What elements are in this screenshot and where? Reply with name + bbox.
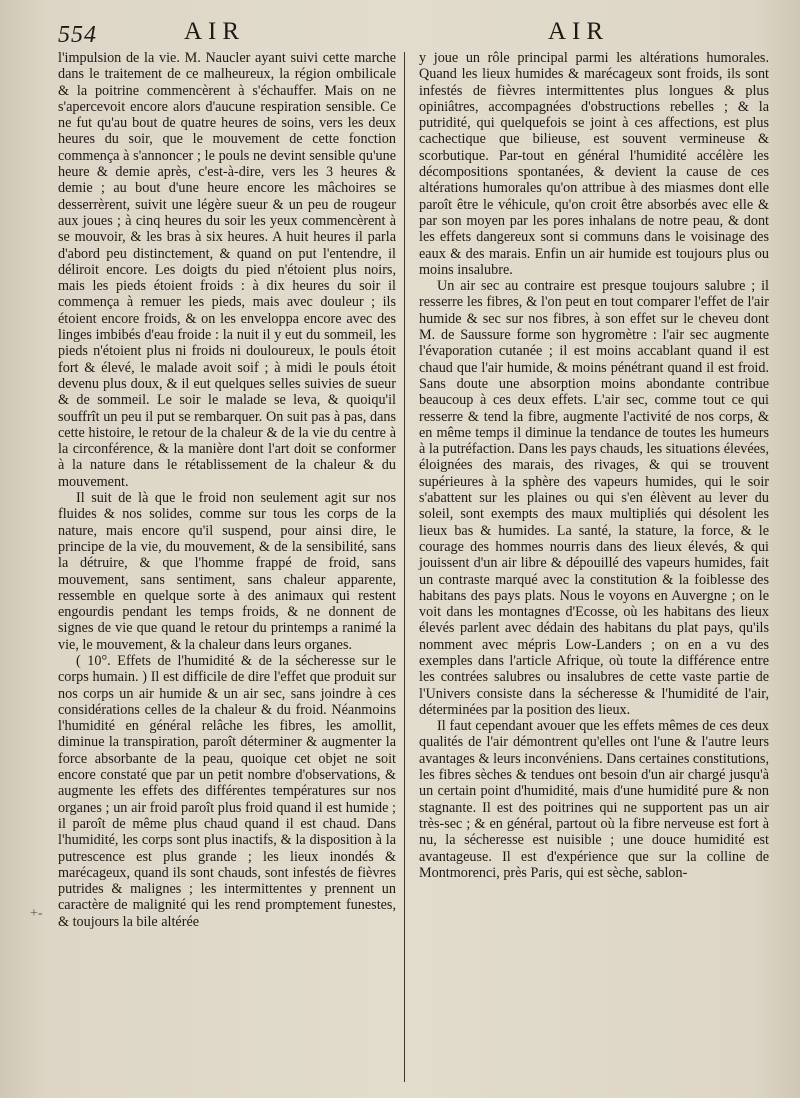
page-header (0, 16, 800, 52)
running-head-left: AIR (184, 18, 246, 45)
margin-annotation: +- (30, 906, 43, 921)
paragraph: Un air sec au contraire est presque toujours salubre ; il resserre les fibres, & l'on peut en tout comparer l'effet de l'air humide & sec sur nos fibres, à son effet sur le cheveu dont M. de Saussure forme son hygromètre : l'air sec augmente l'évaporation cutanée ; il est moins accablant quand il est chaud que l'air humide, & moins pénétrant quand il est froid. Sans doute une absorption moins abondante contribue beaucoup à ces deux effets. L'air sec, comme tout ce qui resserre & tend la fibre, augmente l'activité de nos corps, & en même temps il diminue la tendance de toutes les humeurs à la putréfaction. Dans les pays chauds, les situations élevées, éloignées des marais, des rivages, & qui se trouvent supérieures à la sphère des vapeurs humides, qui le soir s'abattent sur les plaines ou qui s'en élèvent au lever du soleil, sont exempts des maux multipliés qui désolent les lieux bas & humides. La santé, la stature, la force, & le courage des hommes nourris dans des lieux élevés, & qui jouissent d'un air libre & dépouillé des vapeurs humides, fait un contraste marqué avec la constitution & la foiblesse des habitans des pays plats. Nous le voyons en Auvergne ; on le voit dans les montagnes d'Ecosse, où les habitans des lieux élevés parlent avec dédain des habitans du plat pays, qu'ils nomment avec mépris Low-Landers ; on en a vu des exemples dans l'article Afrique, où toute la différence entre les contrées salubres ou insalubres de cette vaste partie de l'Univers consiste dans la sécheresse & l'humidité de l'air, déterminées par la position des lieux. (419, 278, 769, 718)
paragraph: y joue un rôle principal parmi les altérations humorales. Quand les lieux humides & marécageux sont froids, ils sont infestés de fièvres intermittentes plus longues & plus opiniâtres, accompagnées d'obstructions rebelles ; & la putridité, qui quelquefois se joint à ces affections, est plus cachectique que bilieuse, est souvent vermineuse & scorbutique. Par-tout en général l'humidité accélère les décompositions spontanées, & devient la cause de ces altérations humorales qu'on attribue à des miasmes dont elle paroît être le véhicule, qu'on croit être absorbés avec elle & par son moyen par les pores inhalans de notre peau, & dont les effets dangereux sont si communs dans le voisinage des eaux & des marais. Enfin un air humide est toujours plus ou moins insalubre. (419, 50, 769, 278)
page-number: 554 (58, 22, 97, 48)
right-column (419, 50, 769, 881)
paragraph: l'impulsion de la vie. M. Naucler ayant suivi cette marche dans le traitement de ce malheureux, la région ombilicale & la poitrine commencèrent à s'échauffer. Mais on ne s'apercevoit encore alors d'aucune respiration sensible. Ce ne fut qu'au bout de quatre heures de soins, vers les deux heures du soir, que le mouvement de cette fonction commença à s'annoncer ; le pouls ne devint sensible qu'une heure & demie après, c'est-à-dire, vers les 3 heures & demie ; au bout d'une heure encore les mâchoires se desserrèrent, suivit une légère sueur & un peu de rougeur aux joues ; à cinq heures du soir les yeux commencèrent à se mouvoir, & les bras à six heures. A huit heures il parla d'abord peu distinctement, & quand on put l'entendre, il déliroit encore. Les doigts du pied n'étoient plus noirs, mais les pieds étoient froids : à dix heures du soir il commença à remuer les pieds, mais avec douleur ; ils étoient encore froids, & on les enveloppa encore avec des linges imbibés d'eau froide : la nuit il y eut du sommeil, les pieds n'étoient plus ni froids ni douloureux, le pouls étoit fort & élevé, le malade avoit soif ; à midi le pouls étoit devenu plus doux, & il eut quelques selles suivies de sueur & de sommeil. Le soir le malade se leva, & quoiqu'il souffrît un peu il put se rembarquer. On suit pas à pas, dans cette histoire, le retour de la chaleur & de la vie du centre à la circonférence, & la manière dont l'art doit se conformer à la nature dans le rétablissement de la chaleur & du mouvement. (58, 50, 396, 490)
paragraph: Il suit de là que le froid non seulement agit sur nos fluides & nos solides, comme sur tous les corps de la nature, mais encore qu'il suspend, pour ainsi dire, le principe de la vie, du mouvement, & de la sensibilité, sans la détruire, & que l'homme frappé de froid, sans mouvement, sans sentiment, sans chaleur apparente, ressemble en quelque sorte à des animaux qui restent engourdis pendant les temps froids, & ne donnent de signes de vie que quand le retour du printemps a ranimé la vie, le mouvement, & la chaleur dans leurs organes. (58, 490, 396, 653)
left-column (58, 50, 396, 930)
column-divider (404, 52, 405, 1082)
running-head-right: AIR (548, 18, 610, 45)
paragraph: ( 10°. Effets de l'humidité & de la sécheresse sur le corps humain. ) Il est difficile de dire l'effet que produit sur nos corps un air humide & un air sec, sans joindre à ces considérations celles de la chaleur & du froid. Néanmoins l'humidité en général relâche les fibres, les amollit, diminue la transpiration, paroît déterminer & augmenter la force absorbante de la peau, quoique cet objet ne soit encore constaté que par un petit nombre d'observations, & augmente les effets des différentes températures sur nos organes ; un air froid paroît plus froid quand il est humide ; il paroît de même plus chaud quand il est chaud. Dans l'humidité, les corps sont plus inactifs, & la disposition à la putrescence est plus grande ; les lieux inondés & marécageux, quand ils sont chauds, sont infestés de fièvres putrides & malignes ; les intermittentes y prennent un caractère de malignité qui les rend promptement funestes, & toujours la bile altérée (58, 652, 396, 930)
paragraph: Il faut cependant avouer que les effets mêmes de ces deux qualités de l'air démontrent qu'elles ont l'une & l'autre leurs avantages & leurs inconvéniens. Dans certaines constitutions, les fibres sèches & tendues ont besoin d'un air chargé jusqu'à un certain point d'humidité, mais d'une humidité pure & non stagnante. Il est des poitrines qui ne supportent pas un air très-sec ; & en général, partout où la fibre nerveuse est fort à nu, la sécheresse est nuisible ; une douce humidité est avantageuse. Il est d'expérience que sur la colline de Montmorenci, près Paris, qui est sèche, sablon- (419, 718, 769, 881)
